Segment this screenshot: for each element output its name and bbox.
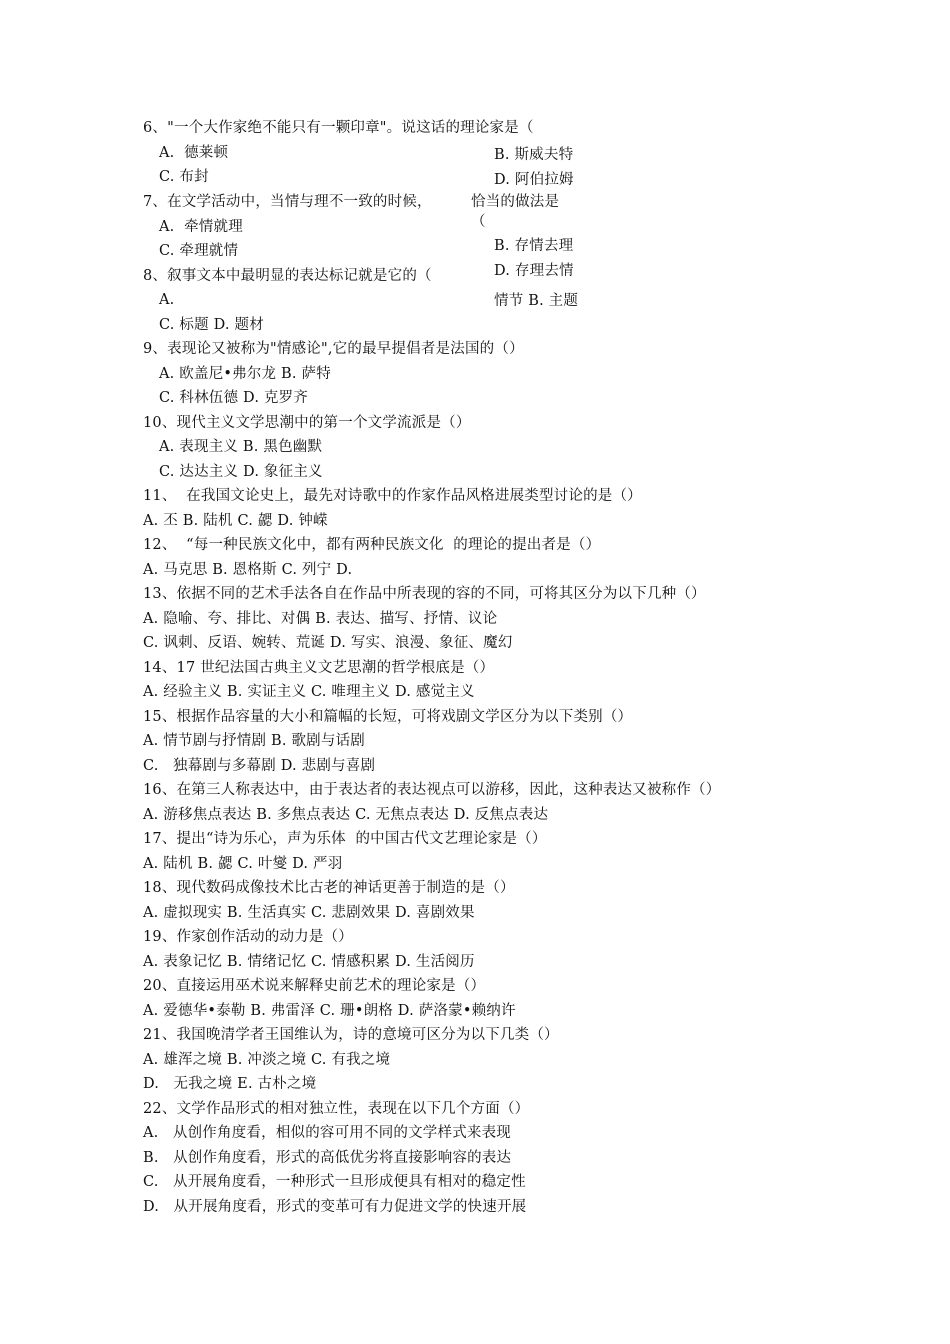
text-line: A. 经验主义 B. 实证主义 C. 唯理主义 D. 感觉主义 bbox=[143, 684, 475, 700]
text-line: A. 陆机 B. 勰 C. 叶燮 D. 严羽 bbox=[143, 856, 343, 872]
text-line: C. 科林伍德 D. 克罗齐 bbox=[159, 390, 309, 406]
text-line: 11、 在我国文论史上，最先对诗歌中的作家作品风格进展类型讨论的是（） bbox=[143, 488, 642, 504]
text-line: 6、"一个大作家绝不能只有一颗印章"。说这话的理论家是（ bbox=[143, 120, 534, 136]
text-line: A. 游移焦点表达 B. 多焦点表达 C. 无焦点表达 D. 反焦点表达 bbox=[143, 807, 549, 823]
text-line: A. 情节剧与抒情剧 B. 歌剧与话剧 bbox=[143, 733, 365, 749]
text-line: C. 标题 D. 题材 bbox=[159, 317, 264, 333]
text-line: 8、叙事文本中最明显的表达标记就是它的（ bbox=[143, 268, 432, 284]
text-line: A. 雄浑之境 B. 冲淡之境 C. 有我之境 bbox=[143, 1052, 391, 1068]
text-line: A. 爱德华•泰勒 B. 弗雷泽 C. 珊•朗格 D. 萨洛蒙•赖纳许 bbox=[143, 1003, 516, 1019]
text-line: D. 存理去情 bbox=[494, 263, 574, 279]
text-line: A. 表象记忆 B. 情绪记忆 C. 情感积累 D. 生活阅历 bbox=[143, 954, 475, 970]
text-line: 22、文学作品形式的相对独立性，表现在以下几个方面（） bbox=[143, 1101, 530, 1117]
text-line: A. 德莱顿 bbox=[159, 145, 229, 161]
text-line: C. 达达主义 D. 象征主义 bbox=[159, 464, 323, 480]
text-line: C. 独幕剧与多幕剧 D. 悲剧与喜剧 bbox=[143, 758, 376, 774]
text-line: 恰当的做法是 bbox=[471, 194, 560, 210]
text-line: 15、根据作品容量的大小和篇幅的长短，可将戏剧文学区分为以下类别（） bbox=[143, 709, 633, 725]
text-line: 21、我国晚清学者王国维认为，诗的意境可区分为以下几类（） bbox=[143, 1027, 559, 1043]
text-line: B. 从创作角度看，形式的高低优劣将直接影响容的表达 bbox=[143, 1150, 512, 1166]
text-line: D. 阿伯拉姆 bbox=[494, 172, 574, 188]
text-line: 20、直接运用巫术说来解释史前艺术的理论家是（） bbox=[143, 978, 486, 994]
text-line: A. 马克思 B. 恩格斯 C. 列宁 D. bbox=[143, 562, 353, 578]
text-line: D. 从开展角度看，形式的变革可有力促进文学的快速开展 bbox=[143, 1199, 527, 1215]
text-line: B. 存情去理 bbox=[494, 238, 574, 254]
text-line: 9、表现论又被称为"情感论",它的最早提倡者是法国的（） bbox=[143, 341, 524, 357]
text-line: 10、现代主义文学思潮中的第一个文学流派是（） bbox=[143, 415, 471, 431]
text-line: B. 斯威夫特 bbox=[494, 147, 574, 163]
text-line: A. 丕 B. 陆机 C. 勰 D. 钟嵘 bbox=[143, 513, 328, 529]
text-line: （ bbox=[471, 214, 486, 230]
text-line: A. bbox=[159, 292, 175, 308]
text-line: C. 布封 bbox=[159, 169, 209, 185]
text-line: A. 隐喻、夸、排比、对偶 B. 表达、描写、抒情、议论 bbox=[143, 611, 498, 627]
text-line: C. 从开展角度看，一种形式一旦形成便具有相对的稳定性 bbox=[143, 1174, 526, 1190]
text-line: 7、在文学活动中，当情与理不一致的时候， bbox=[143, 194, 432, 210]
text-line: 18、现代数码成像技术比古老的神话更善于制造的是（） bbox=[143, 880, 515, 896]
text-line: C. 牵理就情 bbox=[159, 243, 239, 259]
text-line: C. 讽刺、反语、婉转、荒诞 D. 写实、浪漫、象征、魔幻 bbox=[143, 635, 513, 651]
text-line: 13、依据不同的艺术手法各自在作品中所表现的容的不同，可将其区分为以下几种（） bbox=[143, 586, 706, 602]
text-line: A. 欧盖尼•弗尔龙 B. 萨特 bbox=[159, 366, 331, 382]
text-line: 12、 “每一种民族文化中，都有两种民族文化 的理论的提出者是（） bbox=[143, 537, 601, 553]
text-line: A. 表现主义 B. 黑色幽默 bbox=[159, 439, 323, 455]
text-line: 17、提出“诗为乐心，声为乐体 的中国古代文艺理论家是（） bbox=[143, 831, 547, 847]
text-line: A. 牵情就理 bbox=[159, 219, 243, 235]
text-line: 14、17 世纪法国古典主义文艺思潮的哲学根底是（） bbox=[143, 660, 495, 676]
text-line: 情节 B. 主题 bbox=[494, 293, 579, 309]
text-line: 16、在第三人称表达中，由于表达者的表达视点可以游移，因此，这种表达又被称作（） bbox=[143, 782, 721, 798]
text-line: A. 虚拟现实 B. 生活真实 C. 悲剧效果 D. 喜剧效果 bbox=[143, 905, 475, 921]
text-line: A. 从创作角度看，相似的容可用不同的文学样式来表现 bbox=[143, 1125, 512, 1141]
text-line: 19、作家创作活动的动力是（） bbox=[143, 929, 353, 945]
text-line: D. 无我之境 E. 古朴之境 bbox=[143, 1076, 317, 1092]
